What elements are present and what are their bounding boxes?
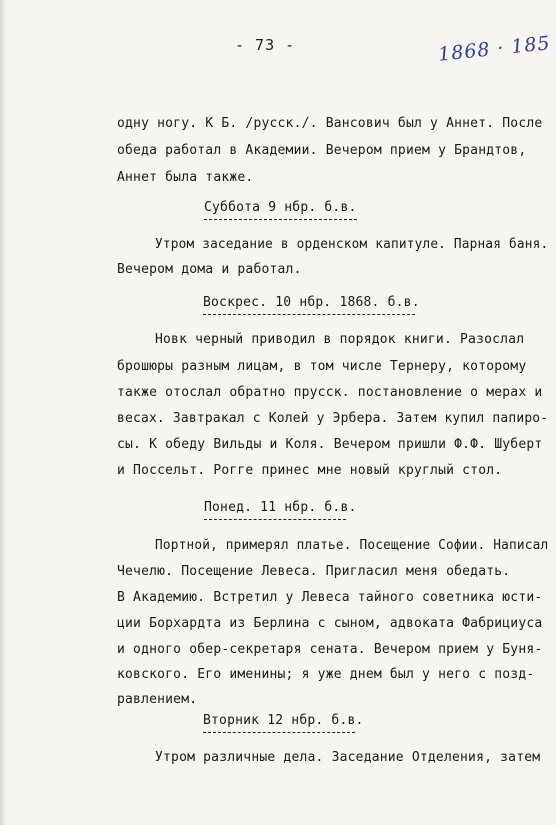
date-heading: Вторник 12 нбр. б.в. [203, 713, 364, 728]
text-line: весах. Завтракал с Колей у Эрбера. Затем купил папиро- [117, 411, 549, 426]
date-heading: Суббота 9 нбр. б.в. [204, 200, 357, 215]
text-line: обеда работал в Академии. Вечером прием у Брандтов, [117, 143, 527, 158]
heading-underline [203, 314, 415, 315]
text-line: брошюры разным лицам, в том числе Тернеру, которому [117, 359, 527, 374]
heading-underline [203, 732, 355, 733]
text-line: ковского. Его именины; я уже днем был у него с позд- [117, 667, 535, 682]
page-number: - 73 - [235, 36, 296, 54]
page-edge-shadow [0, 0, 6, 825]
text-line: Новк черный приводил в порядок книги. Разослал [155, 332, 525, 347]
heading-underline [204, 519, 346, 520]
text-line: Утром различные дела. Заседание Отделения, затем [155, 750, 541, 765]
text-line: Аннет была также. [117, 170, 254, 185]
text-line: Вечером дома и работал. [117, 262, 302, 277]
archive-handwritten-note: 1868 · 185 [437, 32, 552, 66]
text-line: Утром заседание в орденском капитуле. Парная баня. [155, 237, 549, 252]
text-line: ции Борхардта из Берлина с сыном, адвоката Фабрициуса [117, 616, 543, 631]
text-line: и Поссельт. Рогге принес мне новый круглый стол. [117, 463, 503, 478]
text-line: сы. К обеду Вильды и Коля. Вечером пришли Ф.Ф. Шуберт [117, 437, 543, 452]
text-line: одну ногу. К Б. /русск./. Вансович был у Аннет. После [117, 116, 543, 131]
text-line: Портной, примерял платье. Посещение Софии. Написал [155, 538, 549, 553]
heading-underline [204, 219, 357, 220]
text-line: В Академию. Встретил у Левеса тайного советника юсти- [117, 590, 543, 605]
date-heading: Воскрес. 10 нбр. 1868. б.в. [203, 295, 420, 310]
text-line: равлением. [117, 692, 198, 707]
text-line: Чечелю. Посещение Левеса. Пригласил меня обедать. [117, 564, 511, 579]
text-line: и одного обер-секретаря сената. Вечером прием у Буня- [117, 642, 543, 657]
date-heading: Понед. 11 нбр. б.в. [204, 500, 357, 515]
text-line: также отослал обратно прусск. постановление о мерах и [117, 385, 543, 400]
